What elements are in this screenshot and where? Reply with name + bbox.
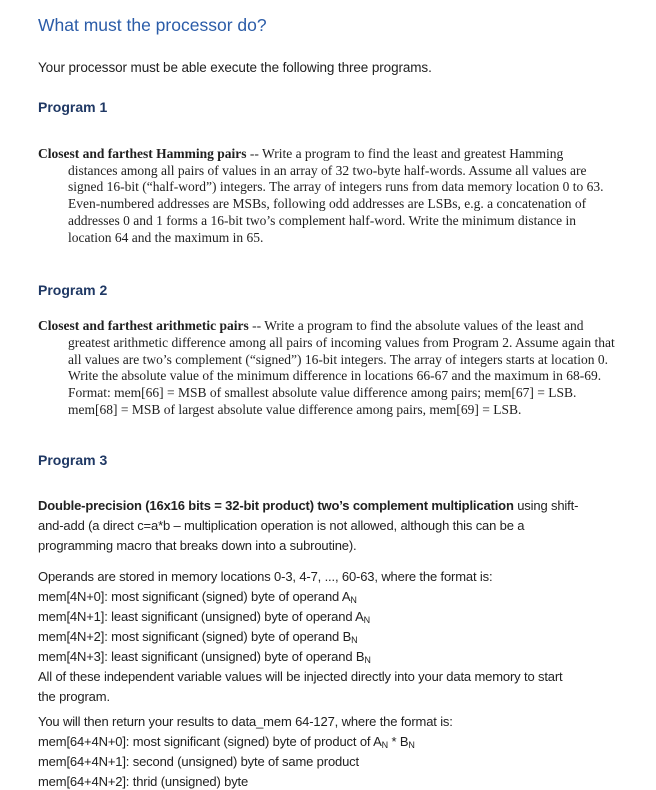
subscript-n: N — [408, 740, 415, 751]
program-1-heading: Program 1 — [38, 99, 108, 115]
paragraph-line: distances among all pairs of values in an array of 32 two-byte half-words. Assume all values are — [68, 162, 587, 178]
program-1-paragraph — [38, 146, 622, 246]
intro-text: Your processor must be able execute the following three programs. — [38, 60, 432, 75]
paragraph-line: and-add (a direct c=a*b – multiplication operation is not allowed, although this can be a — [38, 518, 525, 534]
paragraph-line — [38, 318, 622, 335]
operands-outro-line: the program. — [38, 689, 110, 705]
paragraph-line: addresses 0 and 1 forms a 16-bit two’s complement half-word. Write the minimum distance in — [68, 212, 576, 228]
mem-format-text: mem[4N+1]: least significant (unsigned) byte of operand A — [38, 609, 364, 625]
mem-format-line — [38, 647, 622, 667]
mem-format-text: * B — [388, 734, 409, 750]
paragraph-line — [38, 146, 622, 163]
program-3-bold-lead: Double-precision (16x16 bits = 32-bit product) two’s complement multiplication — [38, 498, 514, 514]
results-format-block — [38, 712, 622, 790]
operands-intro-line: Operands are stored in memory locations 0-3, 4-7, ..., 60-63, where the format is: — [38, 569, 493, 585]
operand-format-block — [38, 567, 622, 707]
paragraph-line: mem[68] = MSB of largest absolute value difference among pairs, mem[69] = LSB. — [68, 401, 522, 417]
paragraph-line: Format: mem[66] = MSB of smallest absolute value difference among pairs; mem[67] = LSB. — [68, 385, 577, 401]
program-3-paragraph — [38, 496, 622, 556]
paragraph-line: all values are two’s complement (“signed”) 16-bit integers. The array of integers starts at location 0. — [68, 351, 608, 367]
paragraph-line: signed 16-bit (“half-word”) integers. The array of integers runs from data memory location 0 to 63. — [68, 179, 604, 195]
paragraph-line: programming macro that breaks down into a subroutine). — [38, 538, 357, 554]
subscript-n: N — [351, 635, 358, 646]
subscript-n: N — [364, 655, 371, 666]
paragraph-text: -- Write a program to find the absolute values of the least and — [248, 318, 584, 334]
results-intro-line: You will then return your results to data_mem 64-127, where the format is: — [38, 714, 453, 730]
mem-format-line: mem[64+4N+1]: second (unsigned) byte of same product — [38, 754, 359, 770]
paragraph-line — [38, 496, 622, 516]
mem-format-line — [38, 607, 622, 627]
page-title: What must the processor do? — [38, 15, 267, 35]
program-2-bold-lead: Closest and farthest arithmetic pairs — [38, 318, 249, 334]
subscript-n: N — [381, 740, 388, 751]
mem-format-text: mem[4N+2]: most significant (signed) byte of operand B — [38, 629, 352, 645]
program-1-bold-lead: Closest and farthest Hamming pairs — [38, 146, 247, 161]
paragraph-line: location 64 and the maximum in 65. — [68, 229, 264, 245]
paragraph-line: Write the absolute value of the minimum difference in locations 66-67 and the maximum in 68-69. — [68, 368, 602, 384]
mem-format-line — [38, 587, 622, 607]
mem-format-line — [38, 732, 622, 752]
program-3-heading: Program 3 — [38, 452, 108, 469]
paragraph-text: using shift- — [513, 498, 579, 514]
paragraph-text: -- Write a program to find the least and greatest Hamming — [246, 146, 564, 161]
paragraph-line: Even-numbered addresses are MSBs, following odd addresses are LSBs, e.g. a concatenation of — [68, 196, 587, 212]
mem-format-text: mem[64+4N+0]: most significant (signed) byte of product of A — [38, 734, 382, 750]
program-2-paragraph — [38, 318, 622, 418]
mem-format-text: mem[4N+3]: least significant (unsigned) byte of operand B — [38, 649, 365, 665]
operands-outro-line: All of these independent variable values will be injected directly into your data memory to start — [38, 669, 563, 685]
mem-format-line — [38, 627, 622, 647]
subscript-n: N — [350, 595, 357, 606]
paragraph-line: greatest arithmetic difference among all pairs of incoming values from Program 2. Assume again that — [68, 334, 615, 350]
program-2-heading: Program 2 — [38, 282, 108, 299]
mem-format-line: mem[64+4N+2]: thrid (unsigned) byte — [38, 774, 249, 790]
mem-format-text: mem[4N+0]: most significant (signed) byte of operand A — [38, 589, 351, 605]
subscript-n: N — [363, 615, 371, 626]
